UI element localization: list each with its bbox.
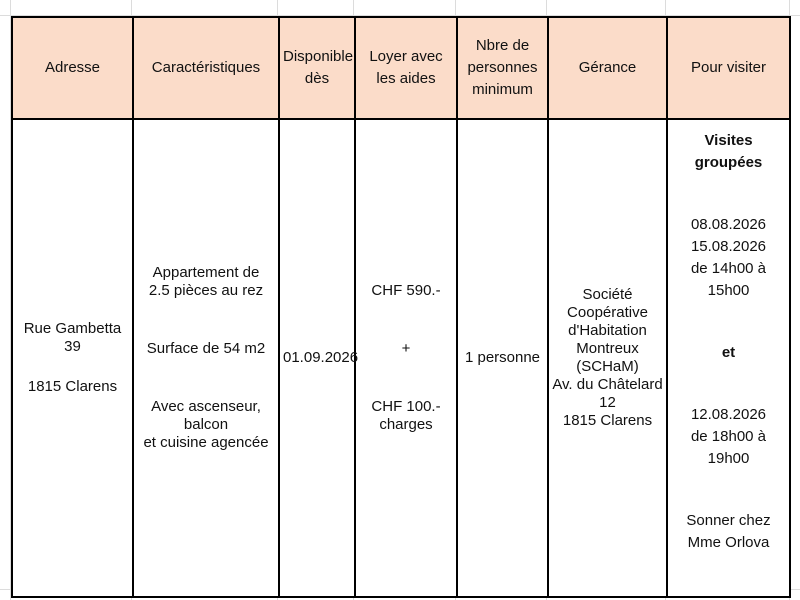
header-features[interactable]: Caractéristiques xyxy=(133,17,279,119)
visit-title: Visites groupées xyxy=(694,132,763,171)
management-line-5: 1815 Clarens xyxy=(562,412,653,429)
rent-charges: CHF 100.- charges xyxy=(371,398,441,433)
visit-time-1: de 14h00 à 15h00 xyxy=(690,260,767,299)
visit-and: et xyxy=(721,344,736,361)
features-line-1: Appartement de xyxy=(152,264,260,281)
cell-visit[interactable] xyxy=(667,119,790,597)
features-surface: Surface de 54 m2 xyxy=(146,340,266,357)
header-row xyxy=(12,17,790,119)
header-management[interactable]: Gérance xyxy=(548,17,667,119)
header-rent[interactable]: Loyer avec les aides xyxy=(355,17,457,119)
table-row xyxy=(12,119,790,597)
header-address[interactable]: Adresse xyxy=(12,17,133,119)
visit-date-2: 15.08.2026 xyxy=(690,238,767,255)
management-line-1: Société Coopérative xyxy=(567,286,648,321)
rent-plus: + xyxy=(401,340,411,357)
visit-time-2: de 18h00 à 19h00 xyxy=(690,428,767,467)
visit-ring-1: Sonner chez xyxy=(686,512,771,529)
address-street: Rue Gambetta 39 xyxy=(23,320,122,355)
management-line-2: d'Habitation xyxy=(568,322,647,339)
features-line-3: Avec ascenseur, balcon xyxy=(151,398,261,433)
management-line-3: Montreux (SCHaM) xyxy=(576,340,639,375)
visit-date-3: 12.08.2026 xyxy=(690,406,767,423)
apartment-listing-table xyxy=(11,16,791,598)
header-available[interactable]: Disponible dès xyxy=(279,17,355,119)
cell-persons[interactable]: 1 personne xyxy=(457,119,548,597)
visit-ring-2: Mme Orlova xyxy=(687,534,770,551)
header-persons[interactable]: Nbre de personnes minimum xyxy=(457,17,548,119)
cell-features[interactable] xyxy=(133,119,279,597)
cell-address[interactable] xyxy=(12,119,133,597)
features-line-4: et cuisine agencée xyxy=(143,434,269,451)
header-visit[interactable]: Pour visiter xyxy=(667,17,790,119)
visit-date-1: 08.08.2026 xyxy=(690,216,767,233)
rent-base: CHF 590.- xyxy=(371,282,441,299)
features-line-2: 2.5 pièces au rez xyxy=(148,282,264,299)
management-line-4: Av. du Châtelard 12 xyxy=(552,376,663,411)
cell-available[interactable]: 01.09.2026 xyxy=(279,119,355,597)
address-city: 1815 Clarens xyxy=(27,378,118,395)
cell-management[interactable] xyxy=(548,119,667,597)
cell-rent[interactable] xyxy=(355,119,457,597)
